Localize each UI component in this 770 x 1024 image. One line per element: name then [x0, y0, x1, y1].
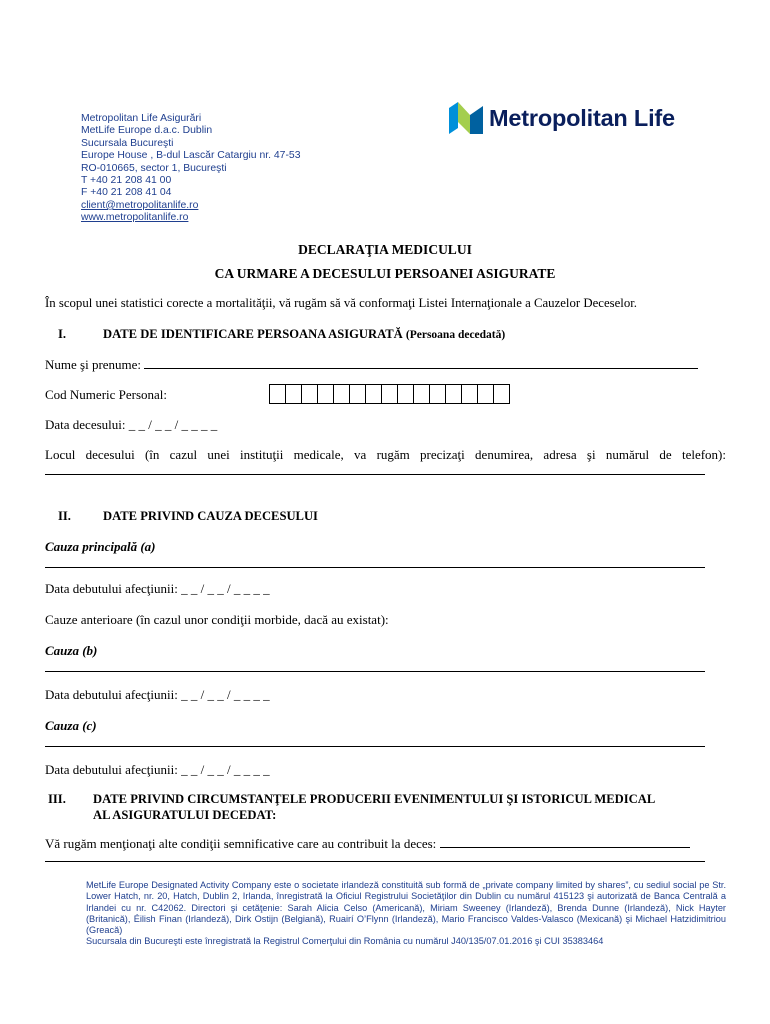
footer-branch-info: Sucursala din Bucureşti este înregistrată la Registrul Comerţului din România cu numărul J40/135/07.01.2016 şi CUI 35383464	[86, 936, 604, 947]
address-line-4: Europe House , B-dul Lascăr Catargiu nr. 47-53	[81, 150, 301, 162]
fax-line: F +40 21 208 41 04	[81, 187, 172, 199]
cnp-box[interactable]	[317, 384, 334, 404]
logo-text: Metropolitan Life	[489, 104, 675, 131]
section-2-heading	[58, 509, 738, 525]
cnp-box[interactable]	[349, 384, 366, 404]
cnp-box[interactable]	[365, 384, 382, 404]
other-conditions-row	[45, 836, 690, 852]
cnp-box[interactable]	[445, 384, 462, 404]
cnp-box[interactable]	[461, 384, 478, 404]
name-label: Nume şi prenume:	[45, 357, 142, 372]
address-line-5: RO-010665, sector 1, Bucureşti	[81, 162, 227, 174]
document-subtitle: CA URMARE A DECESULUI PERSOANEI ASIGURATE	[214, 266, 556, 281]
section-1-number: I.	[58, 327, 67, 341]
document-title: DECLARAŢIA MEDICULUI	[298, 242, 472, 257]
cnp-box[interactable]	[285, 384, 302, 404]
address-line-2: MetLife Europe d.a.c. Dublin	[81, 125, 213, 137]
section-3-title-line1: DATE PRIVIND CIRCUMSTANŢELE PRODUCERII EVENIMENTULUI ŞI ISTORICUL MEDICAL	[93, 792, 656, 806]
other-conditions-input-line-2[interactable]	[45, 861, 705, 862]
cnp-label: Cod Numeric Personal:	[45, 387, 168, 402]
cause-b-label: Cauza (b)	[45, 643, 98, 658]
footer-company-info: MetLife Europe Designated Activity Company este o societate irlandeză constituită sub formă de „private company limited by shares”, cu sediul social pe Str. Lower Hatch, nr. 20, Hatch, Dublin 2, Irlanda, înregistrată la Oficiul Registrului Societăţilor din Dublin cu numărul 415123 şi autorizată de Banca Centrală a Irlandei cu nr. C42062. Directori şi cetăţenie: Sarah Alicia Celso (Americană), Miriam Sweeney (Irlandeză), Brenda Dunne (Irlandeză), Nick Hayter (Britanică), Éilish Finan (Irlandeză), Dirk Ostijn (Belgiană), Ruairí O’Flynn (Irlandeză), Mario Francisco Valdes-Valasco (Mexicană) şi Michael Hatzidimitriou (Greacă)	[86, 880, 726, 936]
cnp-box[interactable]	[269, 384, 286, 404]
cnp-input-boxes[interactable]	[270, 384, 510, 404]
section-2-number: II.	[58, 509, 71, 523]
section-3-heading	[48, 792, 728, 826]
cnp-box[interactable]	[429, 384, 446, 404]
intro-text: În scopul unei statistici corecte a mortalităţii, vă rugăm să vă conformaţi Listei Internaţionale a Cauzelor Deceselor.	[45, 296, 637, 310]
section-1-title: DATE DE IDENTIFICARE PERSOANA ASIGURATĂ	[103, 327, 403, 341]
death-date-field[interactable]: Data decesului: _ _ / _ _ / _ _ _ _	[45, 417, 218, 432]
cause-c-label: Cauza (c)	[45, 718, 97, 733]
section-1-heading	[58, 327, 738, 343]
cause-c-input-line[interactable]	[45, 746, 705, 747]
death-place-input-line[interactable]	[45, 474, 705, 475]
metlife-logo	[449, 100, 675, 136]
phone-line: T +40 21 208 41 00	[81, 175, 172, 187]
section-3-number: III.	[48, 792, 66, 806]
onset-date-b[interactable]: Data debutului afecţiunii: _ _ / _ _ / _ _ _ _	[45, 687, 270, 702]
onset-date-c[interactable]: Data debutului afecţiunii: _ _ / _ _ / _ _ _ _	[45, 762, 270, 777]
main-cause-input-line[interactable]	[45, 567, 705, 568]
name-field-row	[45, 357, 698, 373]
prior-causes-label: Cauze anterioare (în cazul unor condiţii morbide, dacă au existat):	[45, 612, 389, 627]
cnp-box[interactable]	[333, 384, 350, 404]
cnp-box[interactable]	[413, 384, 430, 404]
address-line-1: Metropolitan Life Asigurări	[81, 113, 202, 124]
cnp-box[interactable]	[301, 384, 318, 404]
onset-date-a[interactable]: Data debutului afecţiunii: _ _ / _ _ / _ _ _ _	[45, 581, 270, 596]
email-link[interactable]: client@metropolitanlife.ro	[81, 199, 199, 211]
cnp-box[interactable]	[477, 384, 494, 404]
address-line-3: Sucursala Bucureşti	[81, 137, 174, 149]
cnp-box[interactable]	[493, 384, 510, 404]
section-1-subtitle: (Persoana decedată)	[405, 329, 506, 341]
legal-footer	[86, 880, 726, 948]
section-2-title: DATE PRIVIND CAUZA DECESULUI	[103, 509, 318, 523]
cnp-box[interactable]	[397, 384, 414, 404]
other-conditions-input-line[interactable]	[440, 847, 690, 848]
section-3-title-line2: AL ASIGURATULUI DECEDAT:	[93, 808, 277, 822]
metlife-m-icon	[449, 102, 483, 134]
other-conditions-label: Vă rugăm menţionaţi alte condiţii semnificative care au contribuit la deces:	[45, 836, 437, 851]
death-place-label: Locul decesului (în cazul unei instituţii medicale, va rugăm precizaţi denumirea, adresa şi numărul de telefon):	[45, 447, 726, 462]
cause-b-input-line[interactable]	[45, 671, 705, 672]
name-input-line[interactable]	[144, 368, 698, 369]
main-cause-label: Cauza principală (a)	[45, 539, 156, 554]
cnp-box[interactable]	[381, 384, 398, 404]
company-address-block	[81, 113, 381, 225]
website-link[interactable]: www.metropolitanlife.ro	[81, 212, 189, 224]
